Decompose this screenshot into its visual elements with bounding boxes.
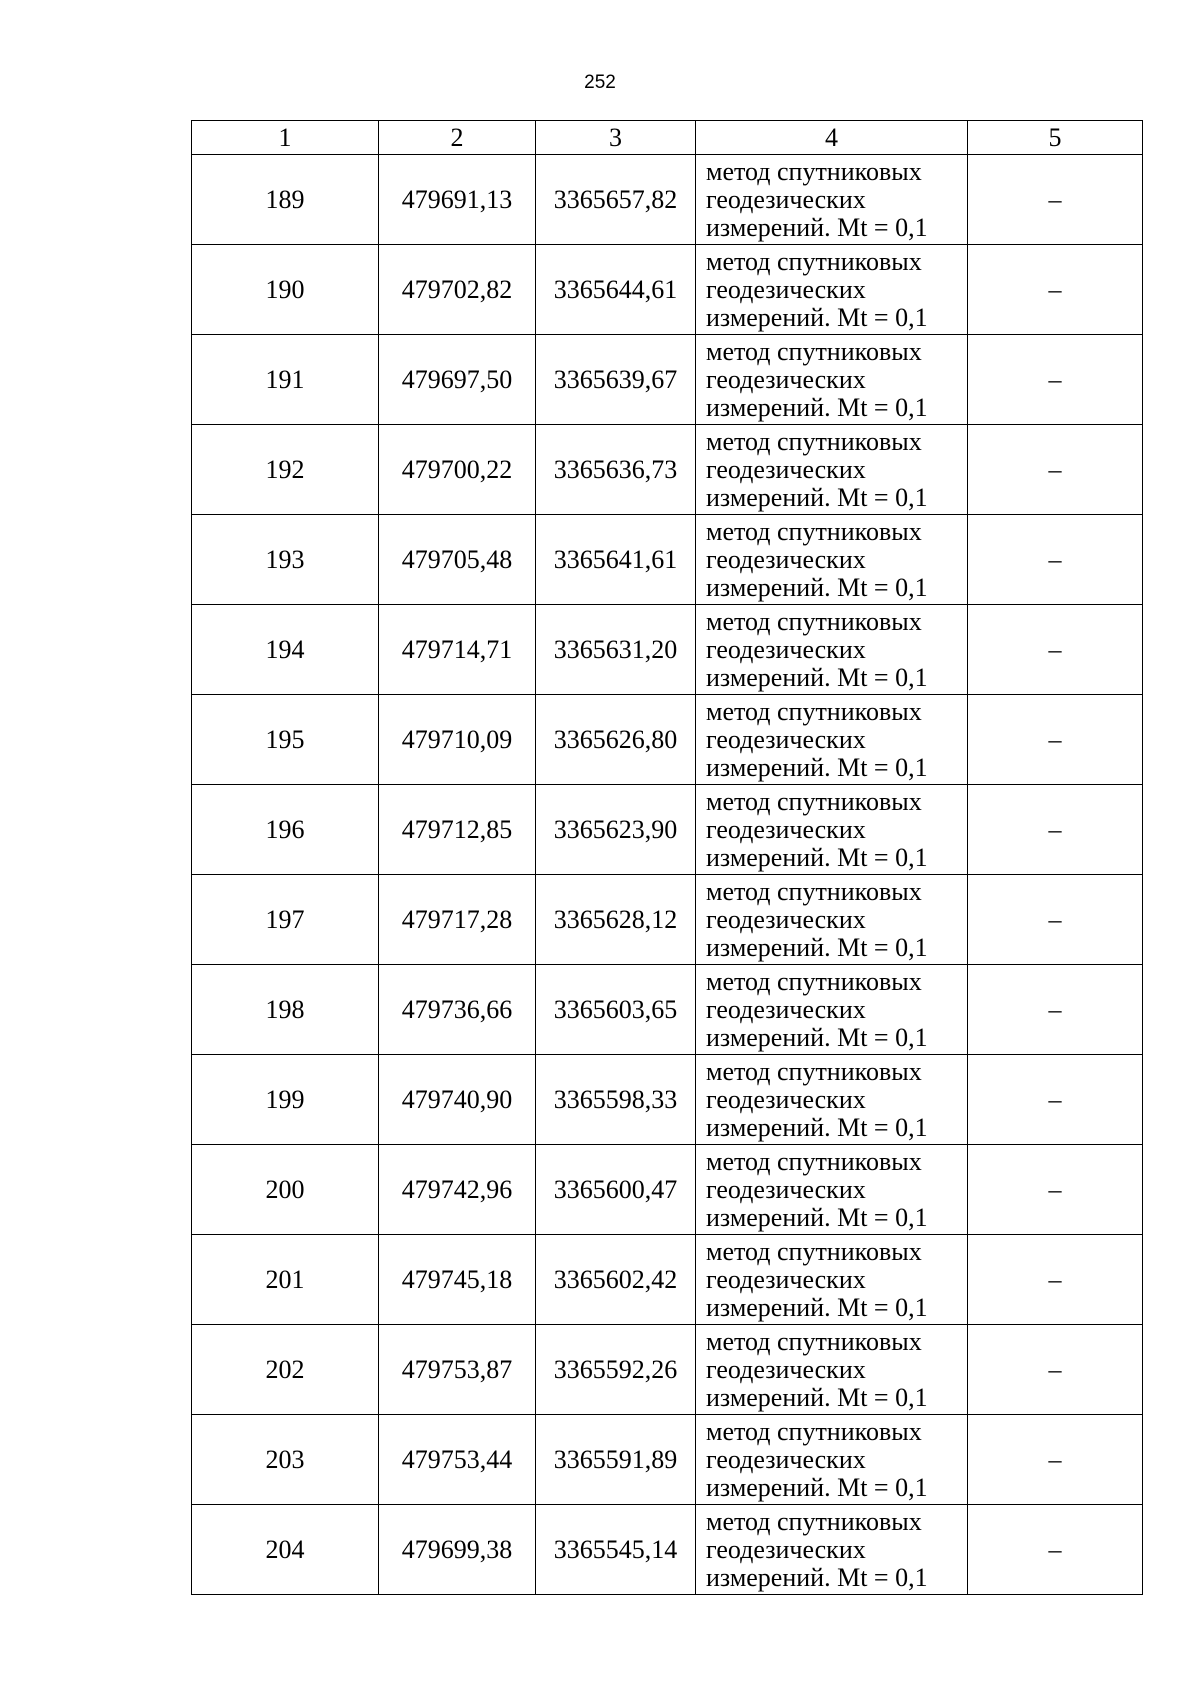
note-cell: –	[968, 1505, 1143, 1595]
method-line: геодезических	[706, 1354, 866, 1384]
note-cell: –	[968, 785, 1143, 875]
method-line: метод спутниковых	[706, 1416, 922, 1446]
coord-y-cell: 3365636,73	[536, 425, 696, 515]
method-cell	[696, 875, 968, 965]
method-line: метод спутниковых	[706, 966, 922, 996]
header-col-5: 5	[968, 121, 1143, 155]
method-line: геодезических	[706, 1084, 866, 1114]
method-cell	[696, 965, 968, 1055]
method-line: измерений. Mt = 0,1	[706, 572, 928, 602]
coord-x-cell: 479697,50	[379, 335, 536, 425]
table-row	[192, 425, 1143, 515]
method-line: измерений. Mt = 0,1	[706, 842, 928, 872]
point-number-cell: 190	[192, 245, 379, 335]
note-cell: –	[968, 1055, 1143, 1145]
method-line: геодезических	[706, 1264, 866, 1294]
method-line: геодезических	[706, 1534, 866, 1564]
coord-y-cell: 3365591,89	[536, 1415, 696, 1505]
coord-x-cell: 479714,71	[379, 605, 536, 695]
coord-x-cell: 479753,44	[379, 1415, 536, 1505]
coord-y-cell: 3365628,12	[536, 875, 696, 965]
method-line: измерений. Mt = 0,1	[706, 1472, 928, 1502]
coord-y-cell: 3365641,61	[536, 515, 696, 605]
method-line: метод спутниковых	[706, 336, 922, 366]
note-cell: –	[968, 425, 1143, 515]
method-cell	[696, 1505, 968, 1595]
method-cell	[696, 245, 968, 335]
method-line: метод спутниковых	[706, 1326, 922, 1356]
coord-y-cell: 3365600,47	[536, 1145, 696, 1235]
coord-x-cell: 479710,09	[379, 695, 536, 785]
coord-x-cell: 479691,13	[379, 155, 536, 245]
coord-x-cell: 479712,85	[379, 785, 536, 875]
coord-x-cell: 479745,18	[379, 1235, 536, 1325]
method-line: измерений. Mt = 0,1	[706, 1022, 928, 1052]
method-line: геодезических	[706, 184, 866, 214]
coord-x-cell: 479702,82	[379, 245, 536, 335]
point-number-cell: 189	[192, 155, 379, 245]
point-number-cell: 197	[192, 875, 379, 965]
method-line: геодезических	[706, 274, 866, 304]
method-line: измерений. Mt = 0,1	[706, 932, 928, 962]
method-cell	[696, 1055, 968, 1145]
coord-y-cell: 3365598,33	[536, 1055, 696, 1145]
table-row	[192, 875, 1143, 965]
coord-y-cell: 3365644,61	[536, 245, 696, 335]
table-row	[192, 1145, 1143, 1235]
coord-x-cell: 479705,48	[379, 515, 536, 605]
table-row	[192, 155, 1143, 245]
method-line: геодезических	[706, 994, 866, 1024]
table-row	[192, 335, 1143, 425]
method-line: геодезических	[706, 1444, 866, 1474]
coord-x-cell: 479740,90	[379, 1055, 536, 1145]
table-row	[192, 965, 1143, 1055]
coord-y-cell: 3365639,67	[536, 335, 696, 425]
method-line: метод спутниковых	[706, 786, 922, 816]
point-number-cell: 201	[192, 1235, 379, 1325]
coord-x-cell: 479736,66	[379, 965, 536, 1055]
header-row	[192, 121, 1143, 155]
table-body	[192, 155, 1143, 1595]
note-cell: –	[968, 1325, 1143, 1415]
method-line: метод спутниковых	[706, 1236, 922, 1266]
method-line: измерений. Mt = 0,1	[706, 302, 928, 332]
point-number-cell: 194	[192, 605, 379, 695]
coord-y-cell: 3365545,14	[536, 1505, 696, 1595]
header-col-1: 1	[192, 121, 379, 155]
table-row	[192, 785, 1143, 875]
point-number-cell: 192	[192, 425, 379, 515]
point-number-cell: 204	[192, 1505, 379, 1595]
method-line: метод спутниковых	[706, 1506, 922, 1536]
coord-y-cell: 3365602,42	[536, 1235, 696, 1325]
method-line: измерений. Mt = 0,1	[706, 662, 928, 692]
note-cell: –	[968, 335, 1143, 425]
method-line: измерений. Mt = 0,1	[706, 1562, 928, 1592]
note-cell: –	[968, 155, 1143, 245]
point-number-cell: 195	[192, 695, 379, 785]
table-row	[192, 1055, 1143, 1145]
coord-x-cell: 479700,22	[379, 425, 536, 515]
point-number-cell: 196	[192, 785, 379, 875]
method-line: измерений. Mt = 0,1	[706, 212, 928, 242]
point-number-cell: 202	[192, 1325, 379, 1415]
method-line: геодезических	[706, 634, 866, 664]
method-cell	[696, 605, 968, 695]
method-line: метод спутниковых	[706, 156, 922, 186]
coord-x-cell: 479699,38	[379, 1505, 536, 1595]
point-number-cell: 193	[192, 515, 379, 605]
point-number-cell: 191	[192, 335, 379, 425]
method-line: геодезических	[706, 904, 866, 934]
method-line: геодезических	[706, 364, 866, 394]
header-col-4: 4	[696, 121, 968, 155]
method-line: метод спутниковых	[706, 516, 922, 546]
note-cell: –	[968, 1235, 1143, 1325]
method-cell	[696, 515, 968, 605]
method-line: измерений. Mt = 0,1	[706, 1202, 928, 1232]
point-number-cell: 203	[192, 1415, 379, 1505]
point-number-cell: 199	[192, 1055, 379, 1145]
coordinates-table	[191, 120, 1143, 1595]
method-cell	[696, 335, 968, 425]
note-cell: –	[968, 1415, 1143, 1505]
method-line: метод спутниковых	[706, 606, 922, 636]
method-line: измерений. Mt = 0,1	[706, 752, 928, 782]
page-number: 252	[584, 72, 616, 93]
coord-y-cell: 3365623,90	[536, 785, 696, 875]
coord-y-cell: 3365626,80	[536, 695, 696, 785]
table-header	[192, 121, 1143, 155]
method-line: измерений. Mt = 0,1	[706, 1292, 928, 1322]
header-col-2: 2	[379, 121, 536, 155]
method-line: измерений. Mt = 0,1	[706, 1112, 928, 1142]
coord-y-cell: 3365631,20	[536, 605, 696, 695]
method-cell	[696, 785, 968, 875]
method-line: метод спутниковых	[706, 876, 922, 906]
note-cell: –	[968, 695, 1143, 785]
method-line: метод спутниковых	[706, 696, 922, 726]
coord-x-cell: 479753,87	[379, 1325, 536, 1415]
note-cell: –	[968, 605, 1143, 695]
method-line: метод спутниковых	[706, 1146, 922, 1176]
note-cell: –	[968, 965, 1143, 1055]
coord-y-cell: 3365592,26	[536, 1325, 696, 1415]
method-line: метод спутниковых	[706, 1056, 922, 1086]
method-line: измерений. Mt = 0,1	[706, 392, 928, 422]
method-line: метод спутниковых	[706, 426, 922, 456]
note-cell: –	[968, 875, 1143, 965]
table-row	[192, 515, 1143, 605]
method-line: геодезических	[706, 544, 866, 574]
method-line: геодезических	[706, 1174, 866, 1204]
method-cell	[696, 1235, 968, 1325]
method-cell	[696, 695, 968, 785]
method-line: геодезических	[706, 814, 866, 844]
point-number-cell: 200	[192, 1145, 379, 1235]
method-cell	[696, 1415, 968, 1505]
table-row	[192, 695, 1143, 785]
point-number-cell: 198	[192, 965, 379, 1055]
table-row	[192, 605, 1143, 695]
method-line: геодезических	[706, 454, 866, 484]
coord-y-cell: 3365657,82	[536, 155, 696, 245]
method-cell	[696, 1145, 968, 1235]
method-line: геодезических	[706, 724, 866, 754]
table-row	[192, 1415, 1143, 1505]
table-row	[192, 245, 1143, 335]
method-cell	[696, 425, 968, 515]
method-line: измерений. Mt = 0,1	[706, 1382, 928, 1412]
note-cell: –	[968, 515, 1143, 605]
header-col-3: 3	[536, 121, 696, 155]
table-row	[192, 1325, 1143, 1415]
note-cell: –	[968, 245, 1143, 335]
table-row	[192, 1235, 1143, 1325]
method-line: метод спутниковых	[706, 246, 922, 276]
table-row	[192, 1505, 1143, 1595]
coord-x-cell: 479717,28	[379, 875, 536, 965]
method-cell	[696, 1325, 968, 1415]
coord-x-cell: 479742,96	[379, 1145, 536, 1235]
method-cell	[696, 155, 968, 245]
note-cell: –	[968, 1145, 1143, 1235]
method-line: измерений. Mt = 0,1	[706, 482, 928, 512]
coord-y-cell: 3365603,65	[536, 965, 696, 1055]
